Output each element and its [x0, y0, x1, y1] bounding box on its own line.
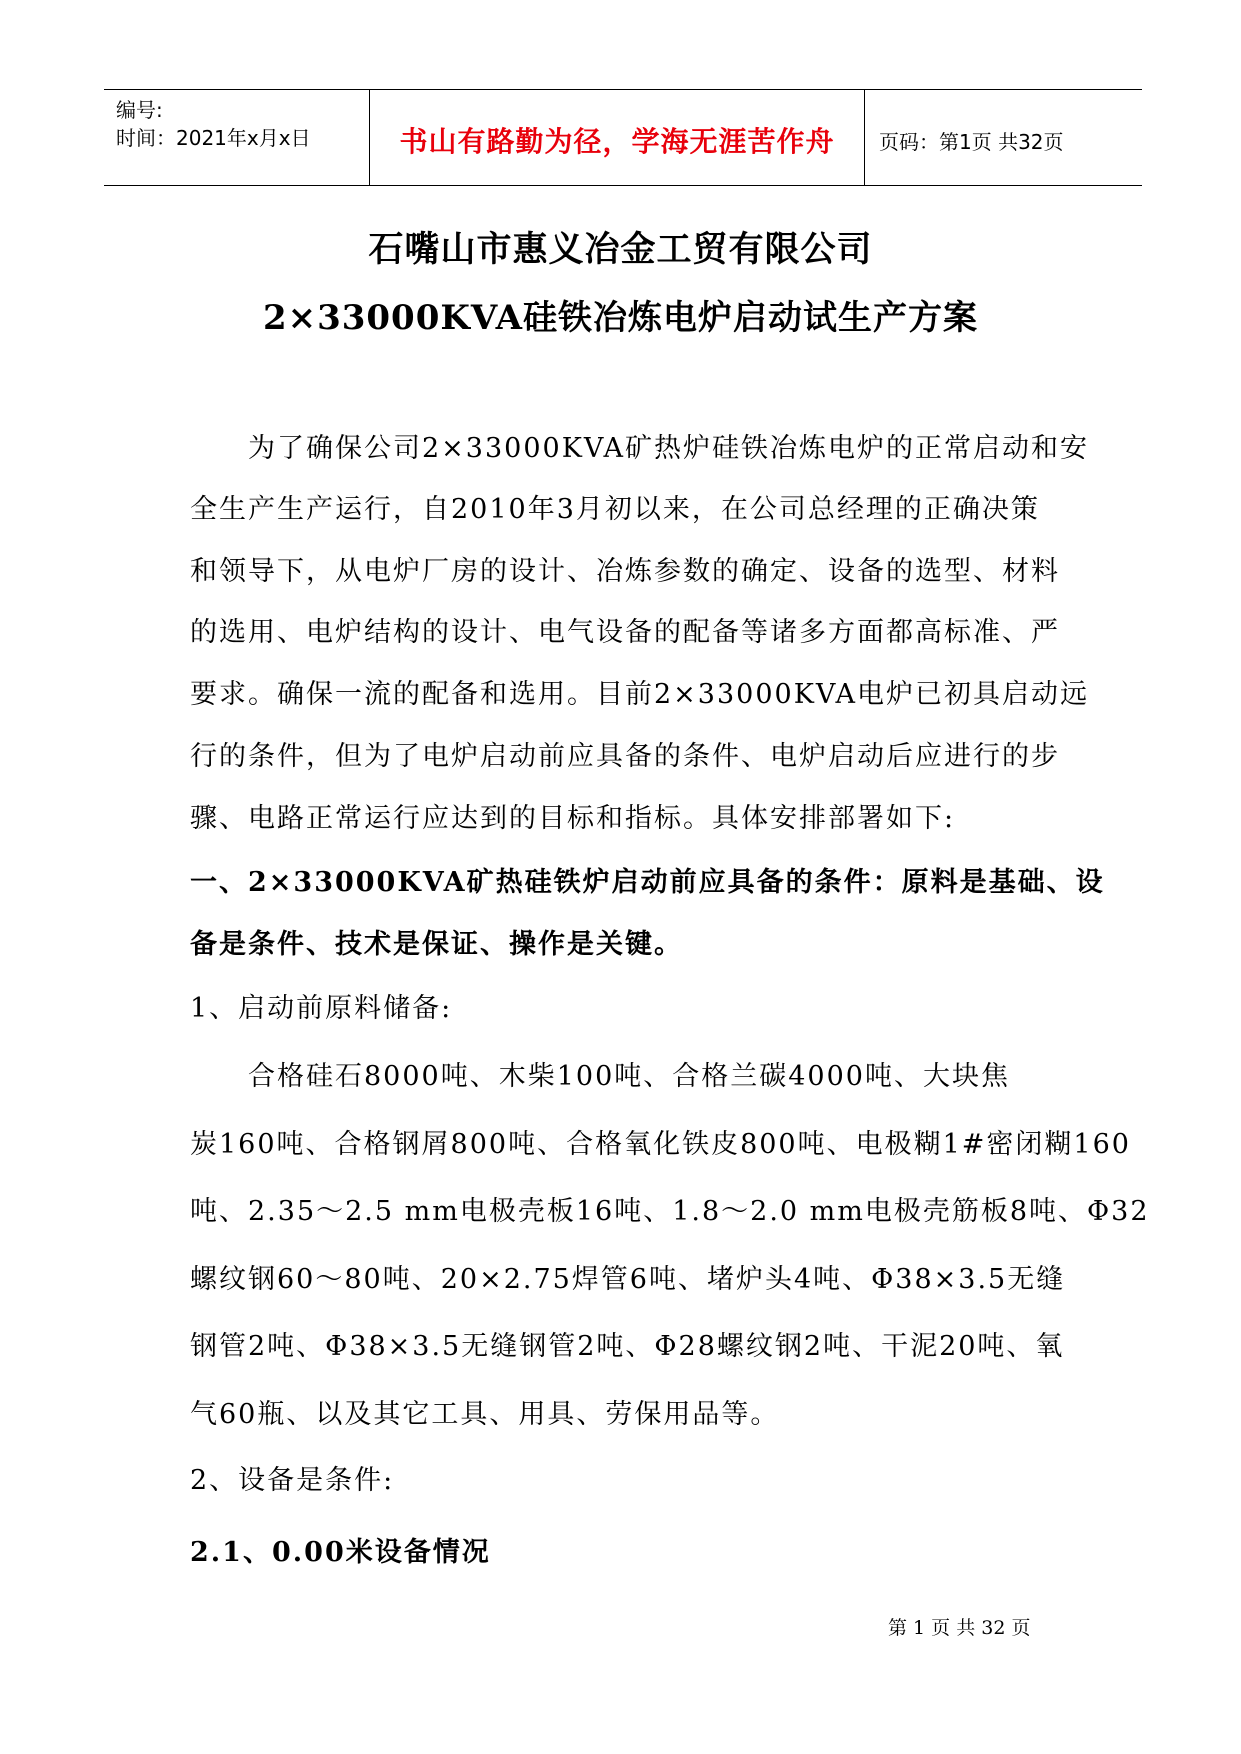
document-title-line2: 2×33000KVA硅铁冶炼电炉启动试生产方案	[262, 298, 979, 338]
body-line: 骤、电路正常运行应达到的目标和指标。具体安排部署如下:	[190, 803, 956, 834]
header-page-info: 页码：第1页 共32页	[879, 130, 1064, 154]
body-line: 要求。确保一流的配备和选用。目前2×33000KVA电炉已初具启动远	[190, 679, 1090, 710]
page-footer: 第 1 页 共 32 页	[888, 1617, 1031, 1639]
body-line: 螺纹钢60～80吨、20×2.75焊管6吨、堵炉头4吨、Φ38×3.5无缝	[190, 1264, 1066, 1295]
body-line: 钢管2吨、Φ38×3.5无缝钢管2吨、Φ28螺纹钢2吨、干泥20吨、氧	[190, 1331, 1065, 1362]
document-header	[104, 89, 1142, 186]
body-line: 为了确保公司2×33000KVA矿热炉硅铁冶炼电炉的正常启动和安	[190, 433, 1090, 464]
body-line: 合格硅石8000吨、木柴100吨、合格兰碳4000吨、大块焦	[190, 1061, 1010, 1092]
subsection-heading: 2、设备是条件:	[190, 1465, 395, 1496]
section-heading: 一、2×33000KVA矿热硅铁炉启动前应具备的条件：原料是基础、设	[190, 867, 1105, 898]
header-time-label: 时间：2021年x月x日	[116, 126, 311, 150]
subsection-heading: 2.1、0.00米设备情况	[190, 1537, 491, 1568]
body-line: 的选用、电炉结构的设计、电气设备的配备等诸多方面都高标准、严	[190, 617, 1060, 648]
body-line: 和领导下，从电炉厂房的设计、冶炼参数的确定、设备的选型、材料	[190, 556, 1060, 587]
body-line: 气60瓶、以及其它工具、用具、劳保用品等。	[190, 1399, 780, 1430]
header-page-cell	[865, 90, 1142, 185]
document-title-line1: 石嘴山市惠义冶金工贸有限公司	[368, 229, 873, 270]
body-line: 全生产生产运行，自2010年3月初以来，在公司总经理的正确决策	[190, 494, 1040, 525]
header-meta-cell	[104, 90, 370, 185]
body-line: 炭160吨、合格钢屑800吨、合格氧化铁皮800吨、电极糊1#密闭糊160	[190, 1129, 1131, 1160]
header-motto-cell	[370, 90, 865, 185]
header-number-label: 编号:	[116, 98, 163, 122]
header-motto: 书山有路勤为径，学海无涯苦作舟	[399, 125, 835, 158]
subsection-heading: 1、启动前原料储备:	[190, 993, 453, 1024]
body-line: 吨、2.35～2.5 mm电极壳板16吨、1.8～2.0 mm电极壳筋板8吨、Φ32	[190, 1196, 1150, 1227]
section-heading: 备是条件、技术是保证、操作是关键。	[190, 929, 683, 960]
body-line: 行的条件，但为了电炉启动前应具备的条件、电炉启动后应进行的步	[190, 741, 1060, 772]
